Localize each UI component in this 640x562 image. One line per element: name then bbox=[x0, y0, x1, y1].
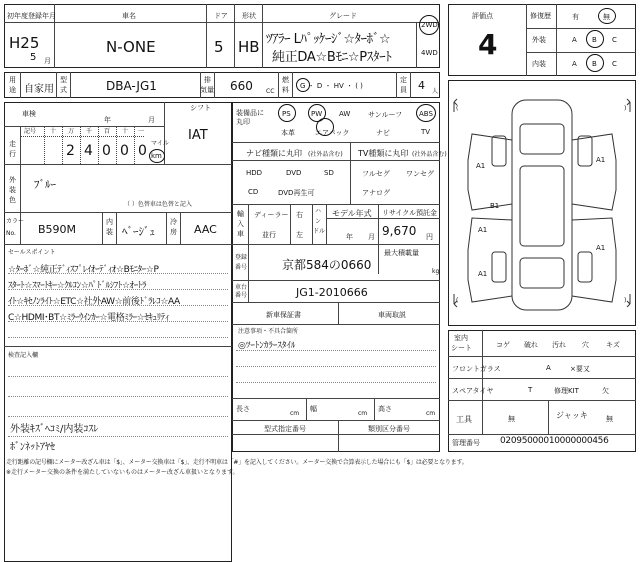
tv-analog: アナログ bbox=[362, 189, 390, 197]
mileage-label-2: 行 bbox=[9, 150, 16, 158]
equip-navi: ナビ bbox=[376, 129, 390, 137]
mark-a1-1: A1 bbox=[476, 162, 486, 170]
disp-label-1: 排 bbox=[204, 76, 211, 84]
tv-header-note: (社外品含む) bbox=[412, 151, 447, 158]
import-label-3: 車 bbox=[237, 230, 244, 238]
drive-4wd: 4WD bbox=[421, 49, 438, 57]
cc-label-1: カラー bbox=[6, 218, 25, 225]
plate-label-1: 登録 bbox=[235, 254, 248, 261]
jack-value: 無 bbox=[606, 415, 613, 423]
fuel-options: G ・ D ・ HV ・ ( ) bbox=[300, 82, 363, 90]
mileage-unit-1: マイル bbox=[151, 140, 169, 147]
mgmt-label: 管理番号 bbox=[452, 439, 480, 447]
import-dealer: ディーラー bbox=[254, 211, 289, 219]
tv-oneseg: ワンセグ bbox=[406, 170, 434, 178]
vehicle-name-label: 車名 bbox=[122, 12, 136, 20]
inspection-label: 車検 bbox=[22, 110, 36, 118]
car-diagram bbox=[448, 80, 636, 326]
equip-leather: 本革 bbox=[281, 129, 295, 137]
glass-x: ×要又 bbox=[570, 365, 590, 373]
length-unit: cm bbox=[290, 410, 300, 417]
max-load-unit: kg bbox=[432, 268, 440, 275]
mark-a1-4: A1 bbox=[596, 244, 606, 252]
diagram-bracket-1: ( bbox=[456, 105, 459, 112]
grade-label: グレード bbox=[329, 12, 357, 20]
import-parallel: 並行 bbox=[262, 231, 276, 239]
digit-header-5: 十 bbox=[122, 128, 129, 135]
sales-point-line-4: C☆HDMI･BT☆ﾐﾗｰｳｲﾝｶｰ☆電格ﾐﾗｰ☆ｾｷｭﾘﾃｨ bbox=[8, 313, 169, 323]
seats-value: 4 bbox=[418, 79, 425, 92]
inspection-month: 月 bbox=[148, 116, 155, 124]
equip-abs: ABS bbox=[419, 110, 433, 118]
handle-label-1: ハ bbox=[315, 208, 322, 215]
exterior-grade-label: 外装 bbox=[532, 36, 546, 44]
sales-points-label: セールスポイント bbox=[8, 249, 56, 256]
nav-hdd: HDD bbox=[246, 169, 263, 177]
nav-cd: CD bbox=[248, 188, 259, 196]
recycle-label: リサイクル預託金 bbox=[382, 209, 438, 217]
handle-left: 左 bbox=[296, 231, 303, 239]
doors-label: ドア bbox=[214, 12, 228, 20]
equip-label-2: 丸印 bbox=[236, 118, 250, 126]
chassis-label-1: 車台 bbox=[235, 284, 248, 291]
month-unit: 月 bbox=[44, 57, 51, 65]
chassis-value: JG1-2010666 bbox=[296, 286, 368, 299]
equip-ps: PS bbox=[282, 110, 291, 118]
new-warranty: 新車保証書 bbox=[266, 311, 301, 319]
repair-yes: 有 bbox=[572, 13, 579, 21]
seats-label-2: 員 bbox=[400, 86, 407, 94]
spare-none: 欠 bbox=[602, 387, 609, 395]
score-label: 評価点 bbox=[472, 12, 493, 20]
chassis-label-2: 番号 bbox=[235, 292, 248, 299]
body-label: 形状 bbox=[242, 12, 256, 20]
mileage-unit-2: km bbox=[151, 152, 162, 160]
recycle-unit: 円 bbox=[426, 233, 433, 241]
body-type: HB bbox=[238, 38, 260, 56]
int-grade-b: B bbox=[592, 60, 597, 68]
displacement: 660 bbox=[230, 79, 253, 93]
ext-grade-a: A bbox=[572, 36, 577, 44]
import-label-2: 入 bbox=[237, 220, 244, 228]
month-value: 5 bbox=[30, 52, 37, 63]
digit-header-0: 記号 bbox=[24, 128, 37, 135]
interior-color-value: ﾍﾞｰｼﾞｭ bbox=[122, 225, 155, 238]
nav-header: ナビ種類に丸印 bbox=[246, 149, 302, 158]
seats-label-1: 定 bbox=[400, 76, 407, 84]
equip-label-1: 装備品に bbox=[236, 109, 264, 117]
tv-fullseg: フルセグ bbox=[362, 170, 390, 178]
model-year-label: モデル年式 bbox=[332, 209, 372, 218]
digit-header-1: 十 bbox=[50, 128, 57, 135]
spare-t: T bbox=[528, 386, 533, 394]
repair-label: 修復歴 bbox=[530, 12, 551, 20]
diagram-bracket-4: ) bbox=[624, 297, 627, 304]
inspection-year: 年 bbox=[104, 116, 111, 124]
seats-unit: 人 bbox=[432, 88, 439, 95]
height-label: 高さ bbox=[378, 405, 392, 413]
notes-value: ◎ﾂｰﾄﾝｶﾗｰｽﾀｲﾙ bbox=[238, 341, 296, 351]
seat-tear: 破れ bbox=[524, 341, 538, 349]
nav-header-note: (社外品含む) bbox=[308, 151, 343, 158]
ac-label-2: 房 bbox=[170, 228, 177, 236]
inspector-line-1: 外装ｷｽﾞﾍｺﾐ/内装ｺｽﾚ bbox=[10, 424, 99, 435]
footer-line-1: 走行距離の記号欄にメーター改ざん車は「$」、メーター交換車は「$」、走行不明車は「#」を記入してください。メーター交換で合算表示した場合にも「$」は必要となります。 bbox=[6, 459, 468, 466]
mileage-digit-4: 0 bbox=[138, 143, 147, 159]
shift-value: IAT bbox=[188, 128, 208, 143]
grade-line-2: 純正DA☆Bﾓﾆ☆Pｽﾀｰﾄ bbox=[272, 50, 392, 65]
diagram-bracket-2: ) bbox=[624, 105, 627, 112]
plate-value: 京都584の0660 bbox=[282, 258, 372, 272]
mark-a1-2: A1 bbox=[596, 156, 606, 164]
int-grade-c: C bbox=[612, 60, 617, 68]
spare-kit: 修理KIT bbox=[554, 387, 579, 395]
mark-a1-3: A1 bbox=[478, 226, 488, 234]
glass-a: A bbox=[546, 364, 551, 372]
mark-a1-5: A1 bbox=[478, 270, 488, 278]
use-label-2: 途 bbox=[9, 86, 16, 94]
first-reg-label: 初年度登録年月 bbox=[7, 12, 56, 20]
disp-label-2: 気量 bbox=[200, 86, 214, 94]
mileage-digit-2: 0 bbox=[102, 143, 111, 159]
max-load-label: 最大積載量 bbox=[384, 249, 419, 257]
mgmt-value: 02095000010000000456 bbox=[500, 436, 609, 446]
equip-tv: TV bbox=[421, 128, 431, 136]
diagram-bracket-3: ( bbox=[456, 297, 459, 304]
import-label-1: 輸 bbox=[237, 210, 244, 218]
digit-header-3: 千 bbox=[86, 128, 93, 135]
use-value: 自家用 bbox=[24, 84, 54, 95]
digit-header-6: 一 bbox=[138, 128, 145, 135]
tv-header: TV種類に丸印 bbox=[358, 149, 409, 158]
use-label-1: 用 bbox=[9, 76, 16, 84]
seat-stain: 汚れ bbox=[552, 341, 566, 349]
inspector-label: 検査記入欄 bbox=[8, 352, 39, 359]
mileage-label-1: 走 bbox=[9, 140, 16, 148]
width-label: 幅 bbox=[310, 405, 317, 413]
model-year-suffix-1: 年 bbox=[346, 233, 353, 241]
cc-label-2: No. bbox=[6, 230, 16, 237]
tools-label: 工具 bbox=[456, 415, 472, 424]
ext-label-1: 外 bbox=[9, 176, 16, 184]
doors-value: 5 bbox=[214, 38, 224, 56]
digit-header-4: 百 bbox=[104, 128, 111, 135]
ext-label-3: 色 bbox=[9, 196, 16, 204]
seat-hole: 穴 bbox=[582, 341, 589, 349]
seat-label-2: シート bbox=[451, 344, 472, 352]
int-grade-a: A bbox=[572, 60, 577, 68]
grade-line-1: ﾂｱﾗｰ Lﾊﾟｯｹｰｼﾞ☆ﾀｰﾎﾞ☆ bbox=[266, 32, 391, 47]
sales-point-line-1: ☆ﾀｰﾎﾞ☆純正ﾃﾞｨｽﾌﾟﾚｲｵｰﾃﾞｨｵ☆Bﾓﾆﾀｰ☆P bbox=[8, 265, 159, 275]
mileage-digit-0: 2 bbox=[66, 143, 75, 159]
ac-label-1: 冷 bbox=[170, 218, 177, 226]
notes-label: 注意事項・不具合箇所 bbox=[238, 328, 299, 335]
sales-point-line-2: ｽﾀｰﾄ☆ｽﾏｰﾄｷｰ☆ｸﾙｺﾝ☆ﾊﾟﾄﾞﾙｼﾌﾄ☆ｵｰﾄﾗ bbox=[8, 281, 147, 291]
spare-label: スペアタイヤ bbox=[452, 387, 494, 395]
ext-grade-b: B bbox=[592, 36, 597, 44]
handle-label-3: ドル bbox=[313, 228, 326, 235]
plate-label-2: 番号 bbox=[235, 264, 248, 271]
nav-sd: SD bbox=[324, 169, 334, 177]
int-label-1: 内 bbox=[106, 218, 113, 226]
left-block-frame bbox=[4, 102, 232, 562]
seat-scratch: キズ bbox=[606, 341, 620, 349]
footer-line-2: ※走行メーター交換の条件を満たしていないものはメーター改ざん車扱いとなります。 bbox=[6, 469, 239, 476]
seat-label-1: 室内 bbox=[454, 334, 468, 342]
seat-burn: コゲ bbox=[496, 341, 510, 349]
type-designation-label: 型式指定番号 bbox=[264, 425, 306, 433]
ext-color-note: （ ）色替車は色替と記入 bbox=[124, 201, 192, 208]
vehicle-name: N-ONE bbox=[106, 38, 156, 56]
handle-right: 右 bbox=[296, 211, 303, 219]
handle-label-2: ン bbox=[315, 218, 322, 225]
ext-grade-c: C bbox=[612, 36, 617, 44]
repair-no: 無 bbox=[603, 13, 610, 21]
color-code-value: B590M bbox=[38, 223, 77, 236]
ext-label-2: 装 bbox=[9, 186, 16, 194]
int-label-2: 装 bbox=[106, 228, 113, 236]
glass-label: フロントガラス bbox=[452, 365, 501, 373]
shift-label: シフト bbox=[190, 104, 211, 112]
equip-pw: PW bbox=[311, 110, 323, 118]
length-label: 長さ bbox=[236, 405, 250, 413]
manual: 車両取説 bbox=[378, 311, 406, 319]
mark-b1: B1 bbox=[490, 202, 500, 210]
nav-dvd: DVD bbox=[286, 169, 302, 177]
model-value: DBA-JG1 bbox=[106, 79, 157, 93]
mileage-digit-1: 4 bbox=[84, 143, 93, 159]
model-label-2: 式 bbox=[60, 86, 67, 94]
year-value: H25 bbox=[9, 34, 40, 52]
width-unit: cm bbox=[358, 410, 368, 417]
nav-dvd-play: DVD再生可 bbox=[278, 189, 315, 197]
equip-airbag: エアバック bbox=[315, 129, 350, 137]
model-year-suffix-2: 月 bbox=[368, 233, 375, 241]
category-number-label: 類別区分番号 bbox=[368, 425, 410, 433]
interior-grade-label: 内装 bbox=[532, 60, 546, 68]
drive-2wd: 2WD bbox=[421, 21, 438, 29]
fuel-label-1: 燃 bbox=[282, 76, 289, 84]
recycle-value: 9,670 bbox=[382, 224, 417, 238]
inspector-line-2: ﾎﾞﾝﾈｯﾄｱﾔｾ bbox=[10, 442, 55, 453]
ac-value: AAC bbox=[194, 223, 217, 236]
model-label-1: 型 bbox=[60, 76, 67, 84]
equip-aw: AW bbox=[339, 110, 351, 118]
fuel-label-2: 料 bbox=[282, 86, 289, 94]
digit-header-2: 万 bbox=[68, 128, 75, 135]
sales-point-line-3: ｲﾄ☆ｷｾﾉﾝﾗｲﾄ☆ETC☆社外AW☆前後ﾄﾞﾗﾚｺ☆AA bbox=[8, 297, 180, 307]
jack-label: ジャッキ bbox=[556, 411, 588, 420]
disp-unit: CC bbox=[266, 88, 275, 95]
ext-color-value: ﾌﾞﾙｰ bbox=[34, 178, 56, 191]
mileage-digit-3: 0 bbox=[120, 143, 129, 159]
height-unit: cm bbox=[426, 410, 436, 417]
score-value: 4 bbox=[478, 28, 498, 61]
tools-value: 無 bbox=[508, 415, 515, 423]
equip-sunroof: サンルーフ bbox=[368, 111, 403, 119]
